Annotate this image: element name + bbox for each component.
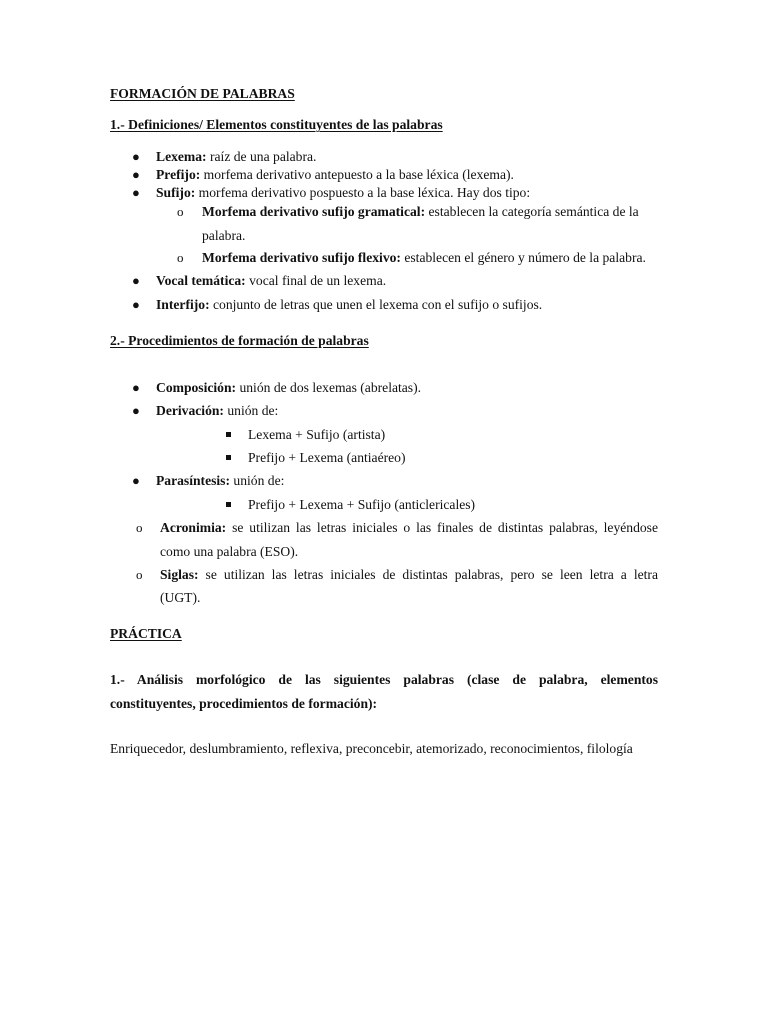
list-item-continuation: palabra. bbox=[202, 228, 246, 243]
term-vocal-tematica: Vocal temática: bbox=[156, 273, 246, 288]
definition-sufijo: morfema derivativo pospuesto a la base léxica. Hay dos tipo: bbox=[195, 185, 531, 200]
list-item bbox=[202, 205, 639, 219]
circle-bullet-icon: o bbox=[177, 250, 184, 265]
list-item bbox=[156, 474, 284, 488]
list-item bbox=[156, 186, 530, 200]
list-item bbox=[156, 381, 421, 395]
definition-composicion: unión de dos lexemas (abrelatas). bbox=[236, 380, 422, 395]
square-bullet-icon bbox=[226, 455, 231, 460]
list-item bbox=[156, 404, 278, 418]
list-item-continuation: (UGT). bbox=[160, 590, 201, 605]
bullet-icon: ● bbox=[132, 473, 140, 488]
definition-vocal-tematica: vocal final de un lexema. bbox=[245, 273, 387, 288]
practica-heading: PRÁCTICA bbox=[110, 626, 182, 641]
definition-acronimia: se utilizan las letras iniciales o las finales de distintas palabras, leyéndose bbox=[226, 520, 658, 535]
definition-prefijo: morfema derivativo antepuesto a la base léxica (lexema). bbox=[200, 167, 514, 182]
bullet-icon: ● bbox=[132, 167, 140, 182]
list-item bbox=[156, 298, 542, 312]
circle-bullet-icon: o bbox=[136, 520, 143, 535]
list-item bbox=[202, 251, 646, 265]
exercise-instruction-line1: 1.- Análisis morfológico de las siguientes palabras (clase de palabra, elementos bbox=[110, 672, 658, 687]
bullet-icon: ● bbox=[132, 380, 140, 395]
term-derivacion: Derivación: bbox=[156, 403, 224, 418]
term-sufijo-gramatical: Morfema derivativo sufijo gramatical: bbox=[202, 204, 426, 219]
bullet-icon: ● bbox=[132, 273, 140, 288]
definition-lexema: raíz de una palabra. bbox=[206, 149, 317, 164]
term-composicion: Composición: bbox=[156, 380, 237, 395]
term-acronimia: Acronimia: bbox=[160, 520, 227, 535]
section1-heading: 1.- Definiciones/ Elementos constituyentes de las palabras bbox=[110, 117, 443, 132]
term-siglas: Siglas: bbox=[160, 567, 199, 582]
section2-heading: 2.- Procedimientos de formación de palabras bbox=[110, 333, 369, 348]
bullet-icon: ● bbox=[132, 403, 140, 418]
list-item bbox=[160, 521, 658, 535]
list-item bbox=[156, 274, 386, 288]
list-item: Prefijo + Lexema (antiaéreo) bbox=[248, 450, 406, 465]
circle-bullet-icon: o bbox=[136, 567, 143, 582]
definition-sufijo-flexivo: establecen el género y número de la palabra. bbox=[400, 250, 646, 265]
definition-sufijo-gramatical: establecen la categoría semántica de la bbox=[425, 204, 639, 219]
bullet-icon: ● bbox=[132, 185, 140, 200]
square-bullet-icon bbox=[226, 502, 231, 507]
bullet-icon: ● bbox=[132, 149, 140, 164]
list-item bbox=[156, 168, 514, 182]
document-title: FORMACIÓN DE PALABRAS bbox=[110, 86, 295, 101]
term-parasintesis: Parasíntesis: bbox=[156, 473, 231, 488]
exercise-instruction-line2: constituyentes, procedimientos de formación): bbox=[110, 696, 378, 711]
list-item: Prefijo + Lexema + Sufijo (anticlericales) bbox=[248, 497, 476, 512]
bullet-icon: ● bbox=[132, 297, 140, 312]
list-item: Lexema + Sufijo (artista) bbox=[248, 427, 386, 442]
list-item-continuation: como una palabra (ESO). bbox=[160, 544, 299, 559]
term-sufijo-flexivo: Morfema derivativo sufijo flexivo: bbox=[202, 250, 401, 265]
list-item bbox=[160, 568, 658, 582]
circle-bullet-icon: o bbox=[177, 204, 184, 219]
list-item bbox=[156, 150, 316, 164]
definition-parasintesis: unión de: bbox=[230, 473, 285, 488]
term-prefijo: Prefijo: bbox=[156, 167, 201, 182]
term-interfijo: Interfijo: bbox=[156, 297, 210, 312]
square-bullet-icon bbox=[226, 432, 231, 437]
definition-siglas: se utilizan las letras iniciales de distintas palabras, pero se leen letra a letra bbox=[198, 567, 658, 582]
definition-interfijo: conjunto de letras que unen el lexema con el sufijo o sufijos. bbox=[209, 297, 543, 312]
term-sufijo: Sufijo: bbox=[156, 185, 196, 200]
definition-derivacion: unión de: bbox=[223, 403, 279, 418]
term-lexema: Lexema: bbox=[156, 149, 207, 164]
exercise-word-list: Enriquecedor, deslumbramiento, reflexiva, preconcebir, atemorizado, reconocimientos, filología bbox=[110, 741, 633, 756]
